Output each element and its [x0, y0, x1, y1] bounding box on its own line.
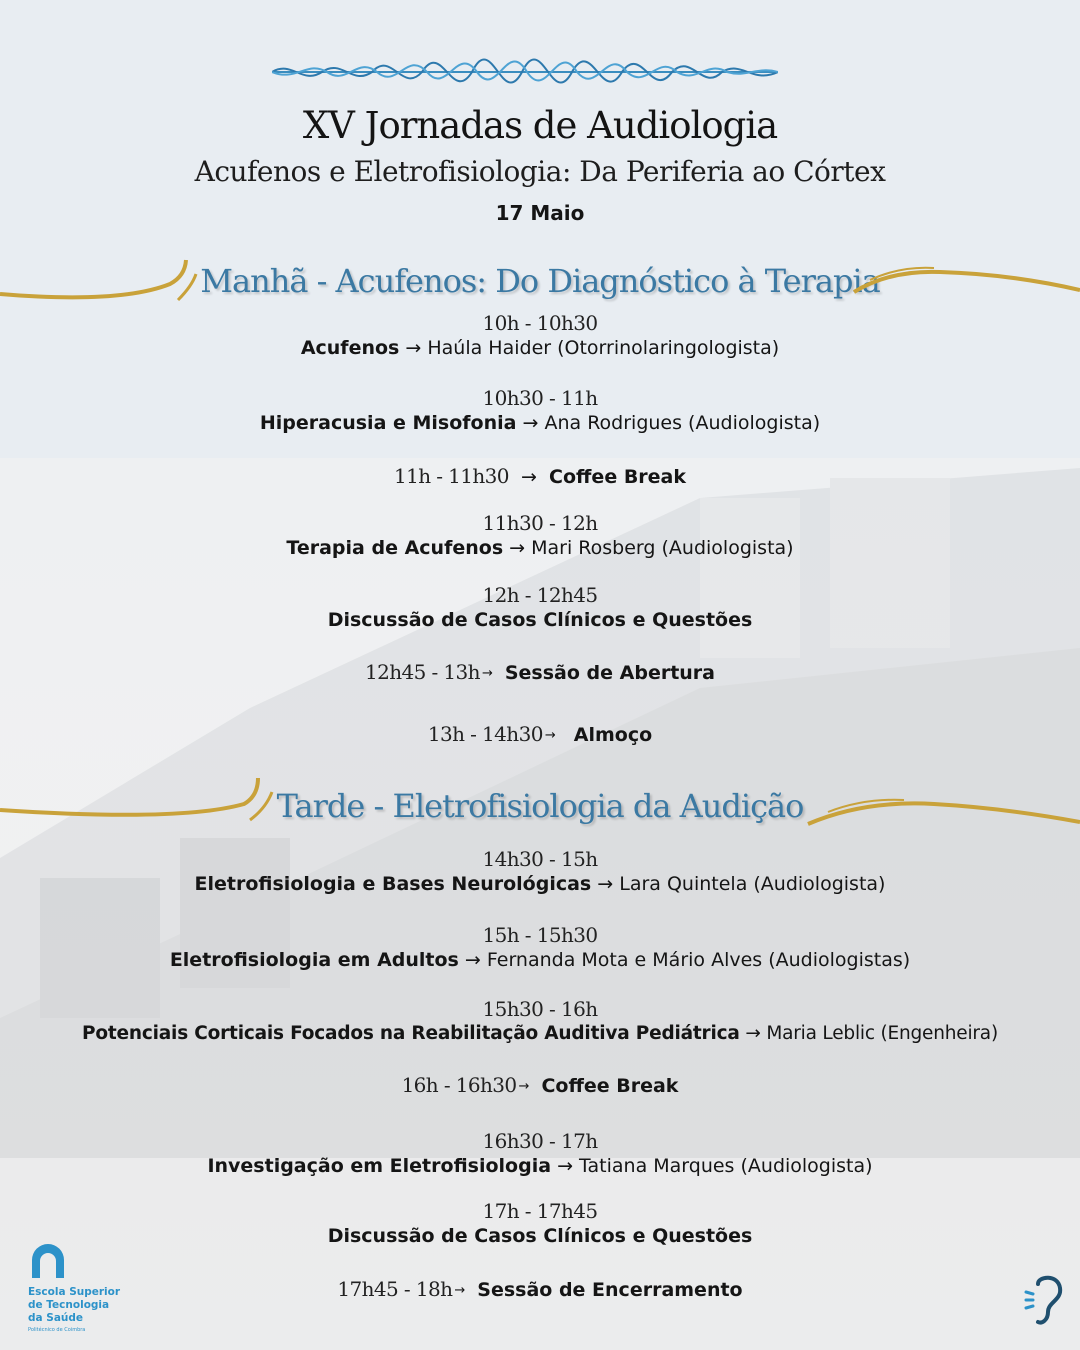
arrow-glyph: → [544, 728, 556, 743]
session-title: Almoço [573, 724, 653, 746]
session-speaker: Fernanda Mota e Mário Alves (Audiologistas) [486, 949, 911, 971]
session-title: Discussão de Casos Clínicos e Questões [327, 1225, 753, 1247]
arch-icon [30, 1244, 66, 1278]
arrow-glyph: → [522, 412, 539, 434]
gold-swash-right [850, 262, 1080, 302]
session-title: Hiperacusia e Misofonia [259, 412, 517, 434]
session-time: 17h - 17h45 [482, 1199, 598, 1223]
session-time: 10h30 - 11h [482, 386, 598, 410]
morning-section-title: Manhã - Acufenos: Do Diagnóstico à Terapia [200, 262, 880, 300]
gold-swash-right [804, 792, 1080, 832]
session-time: 12h45 - 13h [364, 660, 480, 684]
session-title: Discussão de Casos Clínicos e Questões [327, 609, 753, 631]
session-title: Terapia de Acufenos [286, 537, 504, 559]
arrow-glyph: → [745, 1023, 761, 1044]
session-line [0, 1023, 1080, 1044]
session-time: 11h30 - 12h [482, 511, 598, 535]
session-line [0, 537, 1080, 559]
session-title: Potenciais Corticais Focados na Reabilitação Auditiva Pediátrica [82, 1023, 740, 1044]
session-time: 14h30 - 15h [482, 847, 598, 871]
session-title: Acufenos [300, 337, 400, 359]
arrow-glyph: → [481, 666, 493, 681]
session-time: 16h - 16h30 [401, 1073, 517, 1097]
session-title: Coffee Break [541, 1075, 679, 1097]
arrow-glyph: → [509, 537, 526, 559]
sound-wave-graphic [272, 30, 778, 110]
arrow-glyph: → [557, 1155, 573, 1177]
afternoon-section-title: Tarde - Eletrofisiologia da Audição [276, 787, 804, 825]
session-line [0, 464, 1080, 488]
school-name-line: de Tecnologia [28, 1299, 110, 1311]
session-time: 17h45 - 18h [337, 1277, 453, 1301]
session-line [0, 1073, 1080, 1097]
session-speaker: Lara Quintela (Audiologista) [619, 873, 886, 895]
session-speaker: Maria Leblic (Engenheira) [766, 1023, 998, 1044]
school-name [28, 1286, 128, 1325]
school-logo [28, 1244, 128, 1333]
school-name-line: Escola Superior [28, 1286, 121, 1298]
session-line [0, 1225, 1080, 1247]
session-time: 13h - 14h30 [427, 722, 543, 746]
session-title: Sessão de Abertura [504, 662, 716, 684]
session-speaker: Ana Rodrigues (Audiologista) [544, 412, 821, 434]
event-date: 17 Maio [495, 201, 585, 225]
ear-icon [1024, 1274, 1068, 1328]
arrow-glyph: → [464, 949, 481, 971]
session-line [0, 337, 1080, 359]
session-time: 15h - 15h30 [482, 923, 598, 947]
school-subtext: Politécnico de Coimbra [28, 1327, 86, 1333]
session-line [0, 949, 1080, 971]
session-line [0, 1277, 1080, 1301]
arrow-glyph: → [405, 337, 422, 359]
session-speaker: Tatiana Marques (Audiologista) [579, 1155, 873, 1177]
session-title: Eletrofisiologia e Bases Neurológicas [194, 873, 592, 895]
event-subtitle: Acufenos e Eletrofisiologia: Da Periferia ao Córtex [194, 155, 886, 188]
session-line [0, 609, 1080, 631]
session-line [0, 1155, 1080, 1177]
session-title: Investigação em Eletrofisiologia [207, 1155, 552, 1177]
session-time: 15h30 - 16h [482, 997, 598, 1021]
session-time: 16h30 - 17h [482, 1129, 598, 1153]
session-time: 11h - 11h30 [393, 464, 509, 488]
arrow-glyph: → [521, 466, 537, 488]
event-title: XV Jornadas de Audiologia [302, 104, 778, 147]
session-line [0, 722, 1080, 746]
arrow-glyph: → [518, 1079, 530, 1094]
arrow-glyph: → [597, 873, 614, 895]
arrow-glyph: → [454, 1283, 466, 1298]
session-title: Coffee Break [549, 466, 687, 488]
session-time: 10h - 10h30 [482, 311, 598, 335]
session-title: Sessão de Encerramento [477, 1279, 743, 1301]
session-line [0, 660, 1080, 684]
session-line [0, 412, 1080, 434]
session-speaker: Haúla Haider (Otorrinolaringologista) [427, 337, 780, 359]
session-time: 12h - 12h45 [482, 583, 598, 607]
session-title: Eletrofisiologia em Adultos [169, 949, 459, 971]
school-name-line: da Saúde [28, 1312, 84, 1324]
session-speaker: Mari Rosberg (Audiologista) [531, 537, 794, 559]
session-line [0, 873, 1080, 895]
